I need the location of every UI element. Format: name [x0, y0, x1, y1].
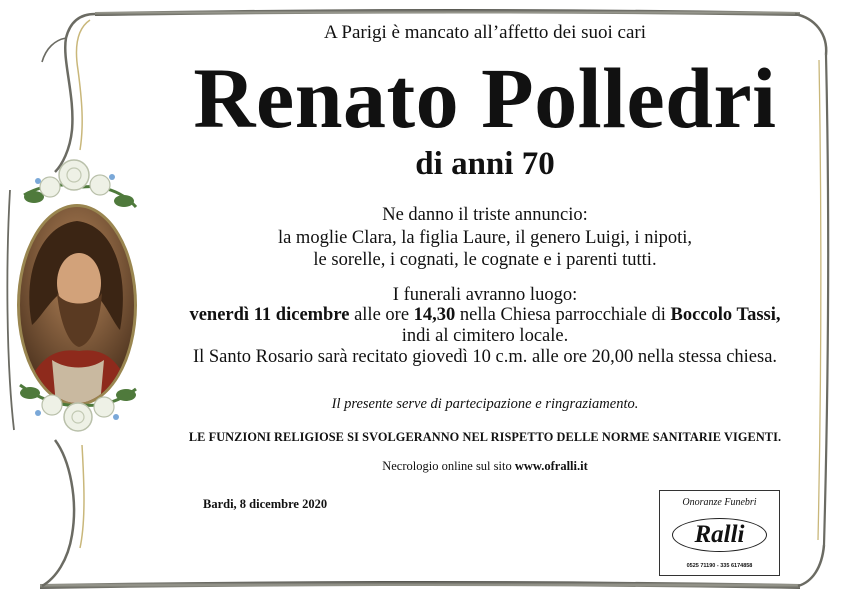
online-prefix: Necrologio online sul sito	[382, 459, 515, 473]
website-link[interactable]: www.ofralli.it	[514, 459, 588, 473]
age-line: di anni 70	[415, 146, 555, 182]
funeral-time: 14,30	[413, 305, 456, 325]
funeral-details	[150, 305, 820, 326]
funeral-text: alle ore	[349, 305, 414, 325]
announcement-line: la moglie Clara, la figlia Laure, il genero Luigi, i nipoti,	[277, 228, 693, 248]
funeral-heading: I funerali avranno luogo:	[392, 285, 578, 305]
deceased-name: Renato Polledri	[193, 50, 777, 146]
sanitary-notice: LE FUNZIONI RELIGIOSE SI SVOLGERANNO NEL RISPETTO DELLE NORME SANITARIE VIGENTI.	[188, 430, 782, 444]
funeral-place: Boccolo Tassi,	[670, 305, 781, 325]
funeral-date: venerdì 11 dicembre	[189, 305, 350, 325]
online-line	[150, 459, 820, 474]
thanks-line: Il presente serve di partecipazione e ringraziamento.	[331, 396, 639, 412]
rosary-line: Il Santo Rosario sarà recitato giovedì 10 c.m. alle ore 20,00 nella stessa chiesa.	[192, 347, 778, 367]
logo-name: Ralli	[694, 521, 745, 548]
rose-bouquet-icon	[24, 160, 136, 207]
intro-line: A Parigi è mancato all’affetto dei suoi cari	[323, 22, 646, 43]
logo-phone: 0525 71190 - 335 6174858	[686, 563, 753, 569]
place-date: Bardi, 8 dicembre 2020	[203, 497, 328, 511]
portrait-image	[12, 155, 142, 450]
funeral-cemetery: indi al cimitero locale.	[401, 326, 569, 346]
announcement-line: le sorelle, i cognati, le cognate e i parenti tutti.	[313, 250, 657, 270]
funeral-home-logo	[659, 490, 780, 576]
announcement-line: Ne danno il triste annuncio:	[382, 205, 588, 225]
logo-caption: Onoranze Funebri	[682, 497, 757, 508]
funeral-text: nella Chiesa parrocchiale di	[455, 305, 671, 325]
